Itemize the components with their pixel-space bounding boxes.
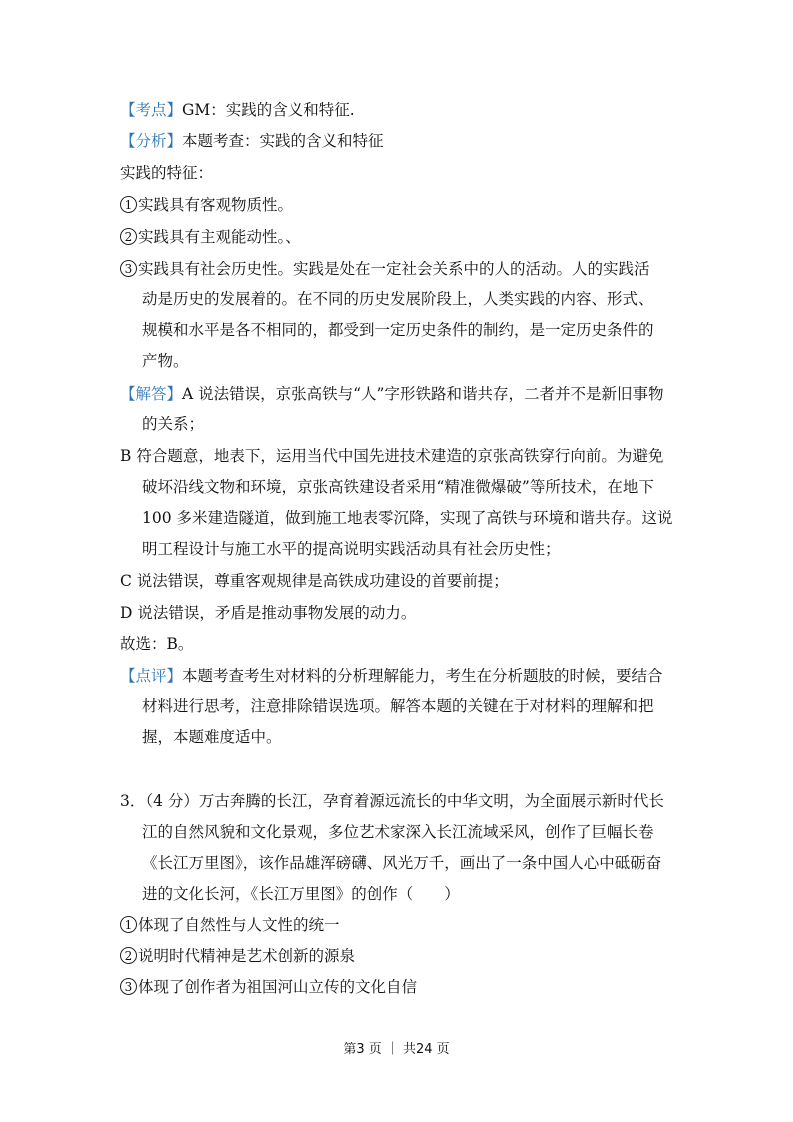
feature-2 xyxy=(120,225,681,249)
option-d: D 说法错误，矛盾是推动事物发展的动力。 xyxy=(120,604,417,622)
fenxi-text: 本题考查：实践的含义和特征 xyxy=(182,132,384,150)
question-3-cont: 《长江万里图》，该作品雄浑磅礴、风光万千，画出了一条中国人心中砥砺奋 xyxy=(142,854,662,872)
option-b-cont: 破坏沿线文物和环境，京张高铁建设者采用“精准微爆破”等所技术，在地下 xyxy=(142,478,654,496)
jieda-tag: 【解答】 xyxy=(120,385,183,403)
circled-number: 1 xyxy=(120,196,137,213)
feature-1 xyxy=(120,193,681,217)
kaodian-text: GM：实践的含义和特征. xyxy=(182,101,355,119)
circled-number: 2 xyxy=(120,228,137,245)
fenxi-tag: 【分析】 xyxy=(120,132,183,150)
kaodian-tag: 【考点】 xyxy=(120,101,183,119)
option-c: C 说法错误，尊重客观规律是高铁成功建设的首要前提； xyxy=(120,572,509,590)
feature-3-cont: 产物。 xyxy=(142,352,189,370)
q3-option-text: 体现了创作者为祖国河山立传的文化自信 xyxy=(138,978,418,996)
dianping-cont: 握，本题难度适中。 xyxy=(142,728,282,746)
q3-option-text: 体现了自然性与人文性的统一 xyxy=(138,916,340,934)
circled-number: 2 xyxy=(120,947,137,964)
features-heading: 实践的特征： xyxy=(120,164,214,182)
option-b-cont: 明工程设计与施工水平的提高说明实践活动具有社会历史性； xyxy=(142,540,561,558)
option-b-cont: 100 多米建造隧道，做到施工地表零沉降，实现了高铁与环境和谐共存。这说 xyxy=(142,509,673,527)
q3-option-3 xyxy=(120,975,681,999)
circled-number: 1 xyxy=(120,916,137,933)
feature-3-cont: 动是历史的发展着的。在不同的历史发展阶段上，人类实践的内容、形式、 xyxy=(142,290,654,308)
q3-option-1 xyxy=(120,913,681,937)
jieda-line xyxy=(120,382,681,406)
feature-3 xyxy=(120,257,681,281)
q3-option-text: 说明时代精神是艺术创新的源泉 xyxy=(138,947,356,965)
fenxi-line xyxy=(120,129,681,153)
page-footer: 第3 页 ｜ 共24 页 xyxy=(343,1042,450,1057)
feature-text: 实践具有社会历史性。实践是处在一定社会关系中的人的活动。人的实践活 xyxy=(138,260,650,278)
dianping-line xyxy=(120,664,681,688)
answer: 故选：B。 xyxy=(120,635,194,653)
feature-3-cont: 规模和水平是各不相同的，都受到一定历史条件的制约，是一定历史条件的 xyxy=(142,321,654,339)
dianping-cont: 材料进行思考，注意排除错误选项。解答本题的关键在于对材料的理解和把 xyxy=(142,697,654,715)
feature-text: 实践具有客观物质性。 xyxy=(138,196,294,214)
q3-option-2 xyxy=(120,944,681,968)
question-3-cont: 进的文化长河，《长江万里图》的创作（ ） xyxy=(142,885,460,903)
circled-number: 3 xyxy=(120,978,137,995)
circled-number: 3 xyxy=(120,260,137,277)
kaodian-line xyxy=(120,98,681,122)
question-3: 3．（4 分）万古奔腾的长江，孕育着源远流长的中华文明，为全面展示新时代长 xyxy=(120,792,664,810)
jieda-cont: 的关系； xyxy=(142,415,205,433)
option-b: B 符合题意，地表下，运用当代中国先进技术建造的京张高铁穿行向前。为避免 xyxy=(120,447,664,465)
feature-text: 实践具有主观能动性。、 xyxy=(138,228,301,246)
jieda-text: A 说法错误，京张高铁与“人”字形铁路和谐共存，二者并不是新旧事物 xyxy=(182,385,664,403)
dianping-tag: 【点评】 xyxy=(120,667,183,685)
dianping-text: 本题考查考生对材料的分析理解能力，考生在分析题肢的时候，要结合 xyxy=(182,667,663,685)
question-3-cont: 江的自然风貌和文化景观，多位艺术家深入长江流域采风，创作了巨幅长卷 xyxy=(142,823,654,841)
